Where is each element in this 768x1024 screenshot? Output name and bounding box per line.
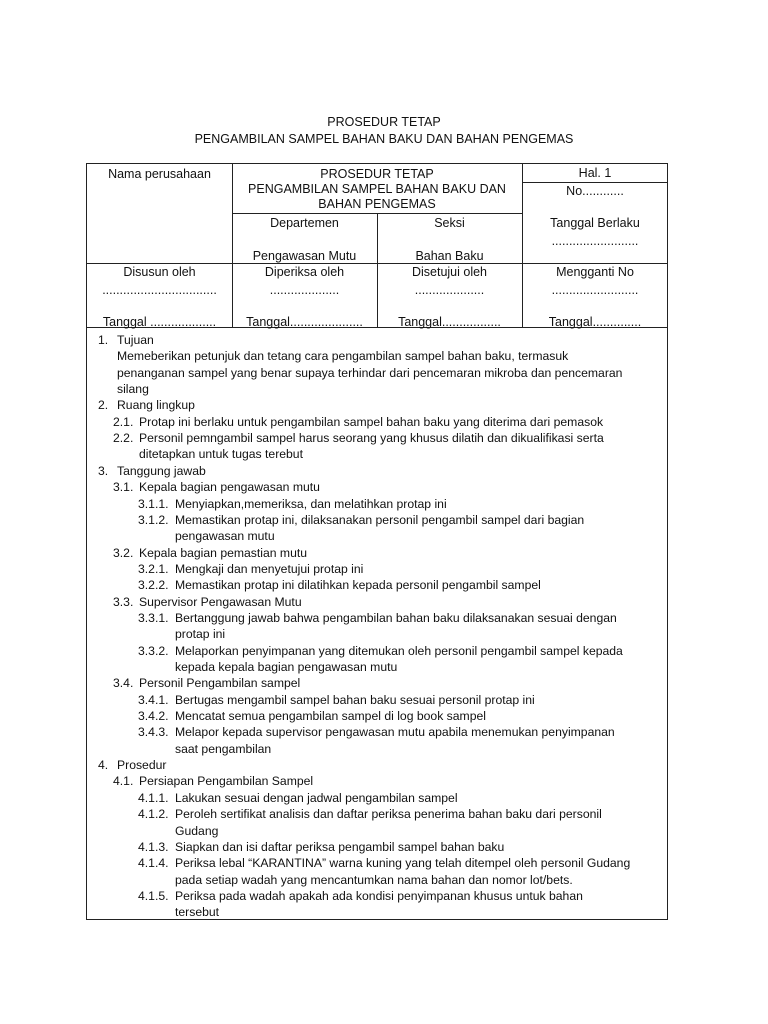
section-text: penanganan sampel yang benar supaya terhindar dari pencemaran mikroba dan pencemaran	[117, 365, 623, 380]
section-number: 3.4.2.	[138, 709, 169, 724]
section-number: 3.3.2.	[138, 643, 169, 658]
section-number: 4.1.5.	[138, 888, 169, 903]
procedure-body	[87, 164, 667, 919]
section-text: Memastikan protap ini dilatihkan kepada personil pengambil sampel	[175, 578, 541, 593]
mengganti-label: Mengganti No	[556, 265, 634, 279]
section-text: Periksa lebal “KARANTINA” warna kuning yang telah ditempel oleh personil Gudang	[175, 856, 631, 871]
section-text: Bertugas mengambil sampel bahan baku sesuai personil protap ini	[175, 692, 535, 707]
section-text: Protap ini berlaku untuk pengambilan sampel bahan baku yang diterima dari pemasok	[139, 414, 604, 429]
section-text: Periksa pada wadah apakah ada kondisi penyimpanan khusus untuk bahan	[175, 888, 583, 903]
section-number: 3.	[98, 463, 109, 478]
section-number: 4.1.1.	[138, 790, 169, 805]
company-label: Nama perusahaan	[108, 167, 211, 181]
section-text: Menyiapkan,memeriksa, dan melatihkan protap ini	[175, 496, 447, 511]
disusun-signature: .................................	[102, 283, 217, 297]
section-text: pengawasan mutu	[175, 529, 275, 544]
section-number: 4.1.2.	[138, 807, 169, 822]
section-text: Gudang	[175, 823, 219, 838]
disetujui-signature: ....................	[414, 283, 485, 297]
section-text: ditetapkan untuk tugas terebut	[139, 447, 303, 462]
document-number: No............	[566, 184, 624, 198]
departemen-label: Departemen	[270, 216, 339, 230]
diperiksa-signature: ....................	[269, 283, 340, 297]
diperiksa-date: Tanggal.....................	[246, 315, 363, 329]
section-text: Ruang lingkup	[117, 398, 195, 413]
section-number: 3.4.	[113, 676, 134, 691]
section-text: Mencatat semua pengambilan sampel di log book sampel	[175, 709, 486, 724]
section-text: protap ini	[175, 627, 226, 642]
section-number: 3.1.	[113, 480, 134, 495]
section-number: 3.2.1.	[138, 561, 169, 576]
disetujui-date: Tanggal.................	[398, 315, 501, 329]
section-number: 3.3.	[113, 594, 134, 609]
section-number: 3.2.2.	[138, 578, 169, 593]
section-text: silang	[117, 382, 149, 397]
section-text: Kepala bagian pemastian mutu	[139, 545, 308, 560]
section-text: Kepala bagian pengawasan mutu	[139, 480, 320, 495]
section-number: 3.3.1.	[138, 610, 169, 625]
tanggal-berlaku-label: Tanggal Berlaku	[550, 216, 640, 230]
section-number: 4.1.	[113, 774, 134, 789]
section-text: Melapor kepada supervisor pengawasan mutu apabila menemukan penyimpanan	[175, 725, 615, 740]
diperiksa-label: Diperiksa oleh	[264, 265, 345, 279]
procedure-title: PROSEDUR TETAP	[320, 167, 434, 181]
section-number: 4.	[98, 758, 109, 773]
page-number: Hal. 1	[578, 166, 612, 180]
procedure-title: BAHAN PENGEMAS	[318, 197, 436, 211]
document-title: PROSEDUR TETAP	[327, 115, 441, 129]
section-text: Siapkan dan isi daftar periksa pengambil sampel bahan baku	[175, 839, 505, 854]
section-text: Persiapan Pengambilan Sampel	[139, 774, 314, 789]
section-text: Lakukan sesuai dengan jadwal pengambilan sampel	[175, 790, 458, 805]
section-number: 1.	[98, 333, 109, 347]
section-number: 4.1.4.	[138, 856, 169, 871]
section-number: 3.4.3.	[138, 725, 169, 740]
section-text: kepada kepala bagian pengawasan mutu	[175, 660, 398, 674]
section-text: Melaporkan penyimpanan yang ditemukan oleh personil pengambil sampel kepada	[175, 643, 623, 658]
seksi-label: Seksi	[434, 216, 465, 230]
section-text: pada setiap wadah yang mencantumkan nama bahan dan nomor lot/bets.	[175, 872, 573, 887]
mengganti-date: Tanggal..............	[548, 315, 642, 329]
section-number: 3.2.	[113, 545, 134, 560]
section-number: 4.1.3.	[138, 839, 169, 854]
section-number: 2.2.	[113, 431, 134, 446]
section-text: tersebut	[175, 905, 220, 920]
section-text: Tanggung jawab	[117, 463, 206, 478]
departemen-value: Pengawasan Mutu	[252, 249, 357, 263]
section-text: Tujuan	[117, 333, 154, 347]
section-text: Mengkaji dan menyetujui protap ini	[175, 561, 364, 576]
section-number: 2.	[98, 398, 109, 413]
section-number: 3.1.2.	[138, 512, 169, 527]
disusun-label: Disusun oleh	[123, 265, 196, 279]
mengganti-signature: .........................	[551, 283, 639, 297]
procedure-title: PENGAMBILAN SAMPEL BAHAN BAKU DAN	[248, 182, 506, 196]
disusun-date: Tanggal ...................	[102, 315, 217, 329]
section-text: Personil Pengambilan sampel	[139, 676, 301, 691]
section-text: Personil pemngambil sampel harus seorang yang khusus dilatih dan dikualifikasi serta	[139, 431, 604, 446]
seksi-value: Bahan Baku	[415, 249, 484, 263]
section-text: Memeberikan petunjuk dan tetang cara pengambilan sampel bahan baku, termasuk	[117, 349, 569, 364]
section-number: 2.1.	[113, 414, 134, 429]
procedure-table	[86, 163, 668, 920]
section-number: 3.4.1.	[138, 692, 169, 707]
tanggal-berlaku-value: .........................	[551, 234, 639, 248]
section-text: saat pengambilan	[175, 741, 272, 756]
document-subtitle: PENGAMBILAN SAMPEL BAHAN BAKU DAN BAHAN PENGEMAS	[194, 132, 574, 146]
disetujui-label: Disetujui oleh	[411, 265, 488, 279]
section-text: Memastikan protap ini, dilaksanakan personil pengambil sampel dari bagian	[175, 512, 585, 527]
section-number: 3.1.1.	[138, 496, 169, 511]
section-text: Supervisor Pengawasan Mutu	[139, 594, 302, 609]
section-text: Bertanggung jawab bahwa pengambilan bahan baku dilaksanakan sesuai dengan	[175, 610, 617, 625]
section-text: Peroleh sertifikat analisis dan daftar periksa penerima bahan baku dari personil	[175, 807, 602, 822]
section-text: Prosedur	[117, 758, 167, 773]
